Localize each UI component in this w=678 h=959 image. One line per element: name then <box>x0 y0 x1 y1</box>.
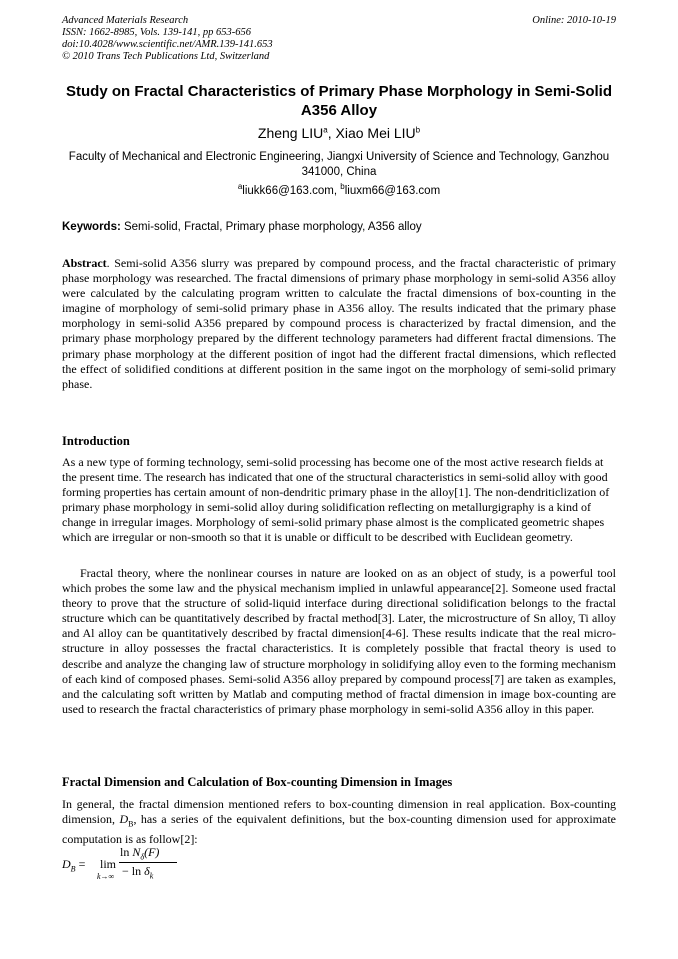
formula-den-minus-ln: − ln <box>122 864 145 878</box>
author-1: Zheng LIU <box>257 125 324 141</box>
affiliation: Faculty of Mechanical and Electronic Engineering, Jiangxi University of Science and Technology, Ganzhou 341000, China <box>68 151 610 178</box>
keywords-label: Keywords: <box>62 221 121 233</box>
formula-fraction-bar <box>119 862 177 863</box>
journal-doi: doi:10.4028/www.scientific.net/AMR.139-141.653 <box>62 39 273 50</box>
formula-num-ln: ln <box>120 845 133 859</box>
journal-issn: ISSN: 1662-8985, Vols. 139-141, pp 653-656 <box>62 27 251 38</box>
fractal-symbol: D <box>119 812 129 827</box>
author-line <box>62 124 616 142</box>
keywords <box>62 220 616 235</box>
online-date: Online: 2010-10-19 <box>532 15 616 26</box>
formula-denominator <box>122 864 153 880</box>
introduction-paragraph-2: Fractal theory, where the nonlinear courses in nature are looked on as an object of study, is a powerful tool which probes the some law and the physical mechanism implied in unlawful appearance[2]. Someone used fractal theory to prove that the structure of solid-liquid interface during directional solidification belongs to the fractal structure which can be quantitatively described by fractal method[3]. Later, the microstructure of Sn alloy, Ti alloy and Al alloy can be quantitatively described by fractal dimension[4-6]. These results indicate that the real micro-structure in alloy possesses the fractal characteristics. It is completely possible that fractal theory is used to describe and analyze the changing law of structure morphology in solidifying alloy even to the forming mechanism of each kind of composed phases. Semi-solid A356 alloy prepared by compound process[7] are taken as examples, and the calculating soft written by Matlab and computing method of fractal dimension in image box-counting are used to research the fractal characteristics of primary phase morphology in semi-solid A356 alloy in this paper. <box>62 566 616 716</box>
fractal-section-paragraph <box>62 797 616 847</box>
paper-title: Study on Fractal Characteristics of Primary Phase Morphology in Semi-Solid A356 Alloy <box>66 83 612 119</box>
author-2-affil-mark: b <box>415 125 421 135</box>
formula-num-arg: (F) <box>144 845 160 859</box>
author-2: Xiao Mei LIU <box>335 125 416 141</box>
introduction-paragraph-1: As a new type of forming technology, semi-solid processing has become one of the most active research fields at the present time. The research has indicated that one of the structural characteristics in semi-solid alloy with good forming properties has certain amount of non-dendritic primary phase in the alloy[1]. The non-dendriticlization of primary phase morphology in semi-solid alloy during solidification reflecting on metallurgigraphy is a kind of change in irregular images. Morphology of semi-solid primary phase almost is the complicated geometric shapes which are irregular or non-smooth so that it is unable or difficult to be described with Euclidean geometry. <box>62 455 610 545</box>
abstract-label: Abstract <box>62 256 107 270</box>
fractal-section-heading: Fractal Dimension and Calculation of Box-counting Dimension in Images <box>62 775 453 789</box>
formula-lhs <box>62 857 85 873</box>
fractal-text-after: , has a series of the equivalent definitions, but the box-counting dimension used for approximate computation is as follow[2]: <box>62 812 617 846</box>
journal-name: Advanced Materials Research <box>62 15 189 26</box>
formula-num-n-sub: δ <box>140 852 145 862</box>
email-b-mark: b <box>340 182 345 192</box>
formula-den-delta: δ <box>144 864 150 878</box>
formula-lim-sub: k→∞ <box>97 872 115 881</box>
journal-copyright: © 2010 Trans Tech Publications Ltd, Switzerland <box>62 51 270 62</box>
formula-numerator <box>120 845 159 861</box>
keywords-text: Semi-solid, Fractal, Primary phase morphology, A356 alloy <box>120 221 422 233</box>
fractal-text-before: In general, the fractal dimension mentioned refers to box-counting dimension in real application. Box-counting dimension, <box>62 797 616 827</box>
formula-lhs-sub: B <box>70 864 76 874</box>
formula-lim: lim <box>100 857 117 871</box>
fractal-symbol-sub: B <box>128 819 134 829</box>
author-separator: , <box>327 125 336 141</box>
abstract-text: . Semi-solid A356 slurry was prepared by compound process, and the fractal characteristic of primary phase morphology was researched. The fractal dimensions of primary phase morphology in semi-solid A356 alloy were calculated by the calculating program written to calculate the fractal dimensions of box-counting in the imagine of morphology of semi-solid primary phase in A356 alloy. The results indicated that the primary phase morphology in semi-solid A356 prepared by compound process is characterized by fractal dimension, and the primary phase morphology prepared by the different technology parameters had different fractal dimensions. The primary phase morphology at the different position of ingot had the different fractal dimensions, which reflected the effect of solidified conditions at different position in the same ingot on the morphology of semi-solid primary phase. <box>62 256 616 391</box>
journal-header <box>62 15 273 63</box>
formula-den-delta-sub: k <box>149 871 154 881</box>
email-b: liuxm66@163.com <box>344 185 441 197</box>
email-a: liukk66@163.com <box>242 185 334 197</box>
author-1-affil-mark: a <box>323 125 328 135</box>
formula-num-n: N <box>132 845 141 859</box>
email-line <box>62 184 616 199</box>
formula-equals: = <box>75 857 86 871</box>
email-separator: , <box>333 185 341 197</box>
email-a-mark: a <box>237 182 243 192</box>
formula-lhs-symbol: D <box>62 857 71 871</box>
introduction-heading: Introduction <box>62 434 130 448</box>
abstract <box>62 256 616 392</box>
